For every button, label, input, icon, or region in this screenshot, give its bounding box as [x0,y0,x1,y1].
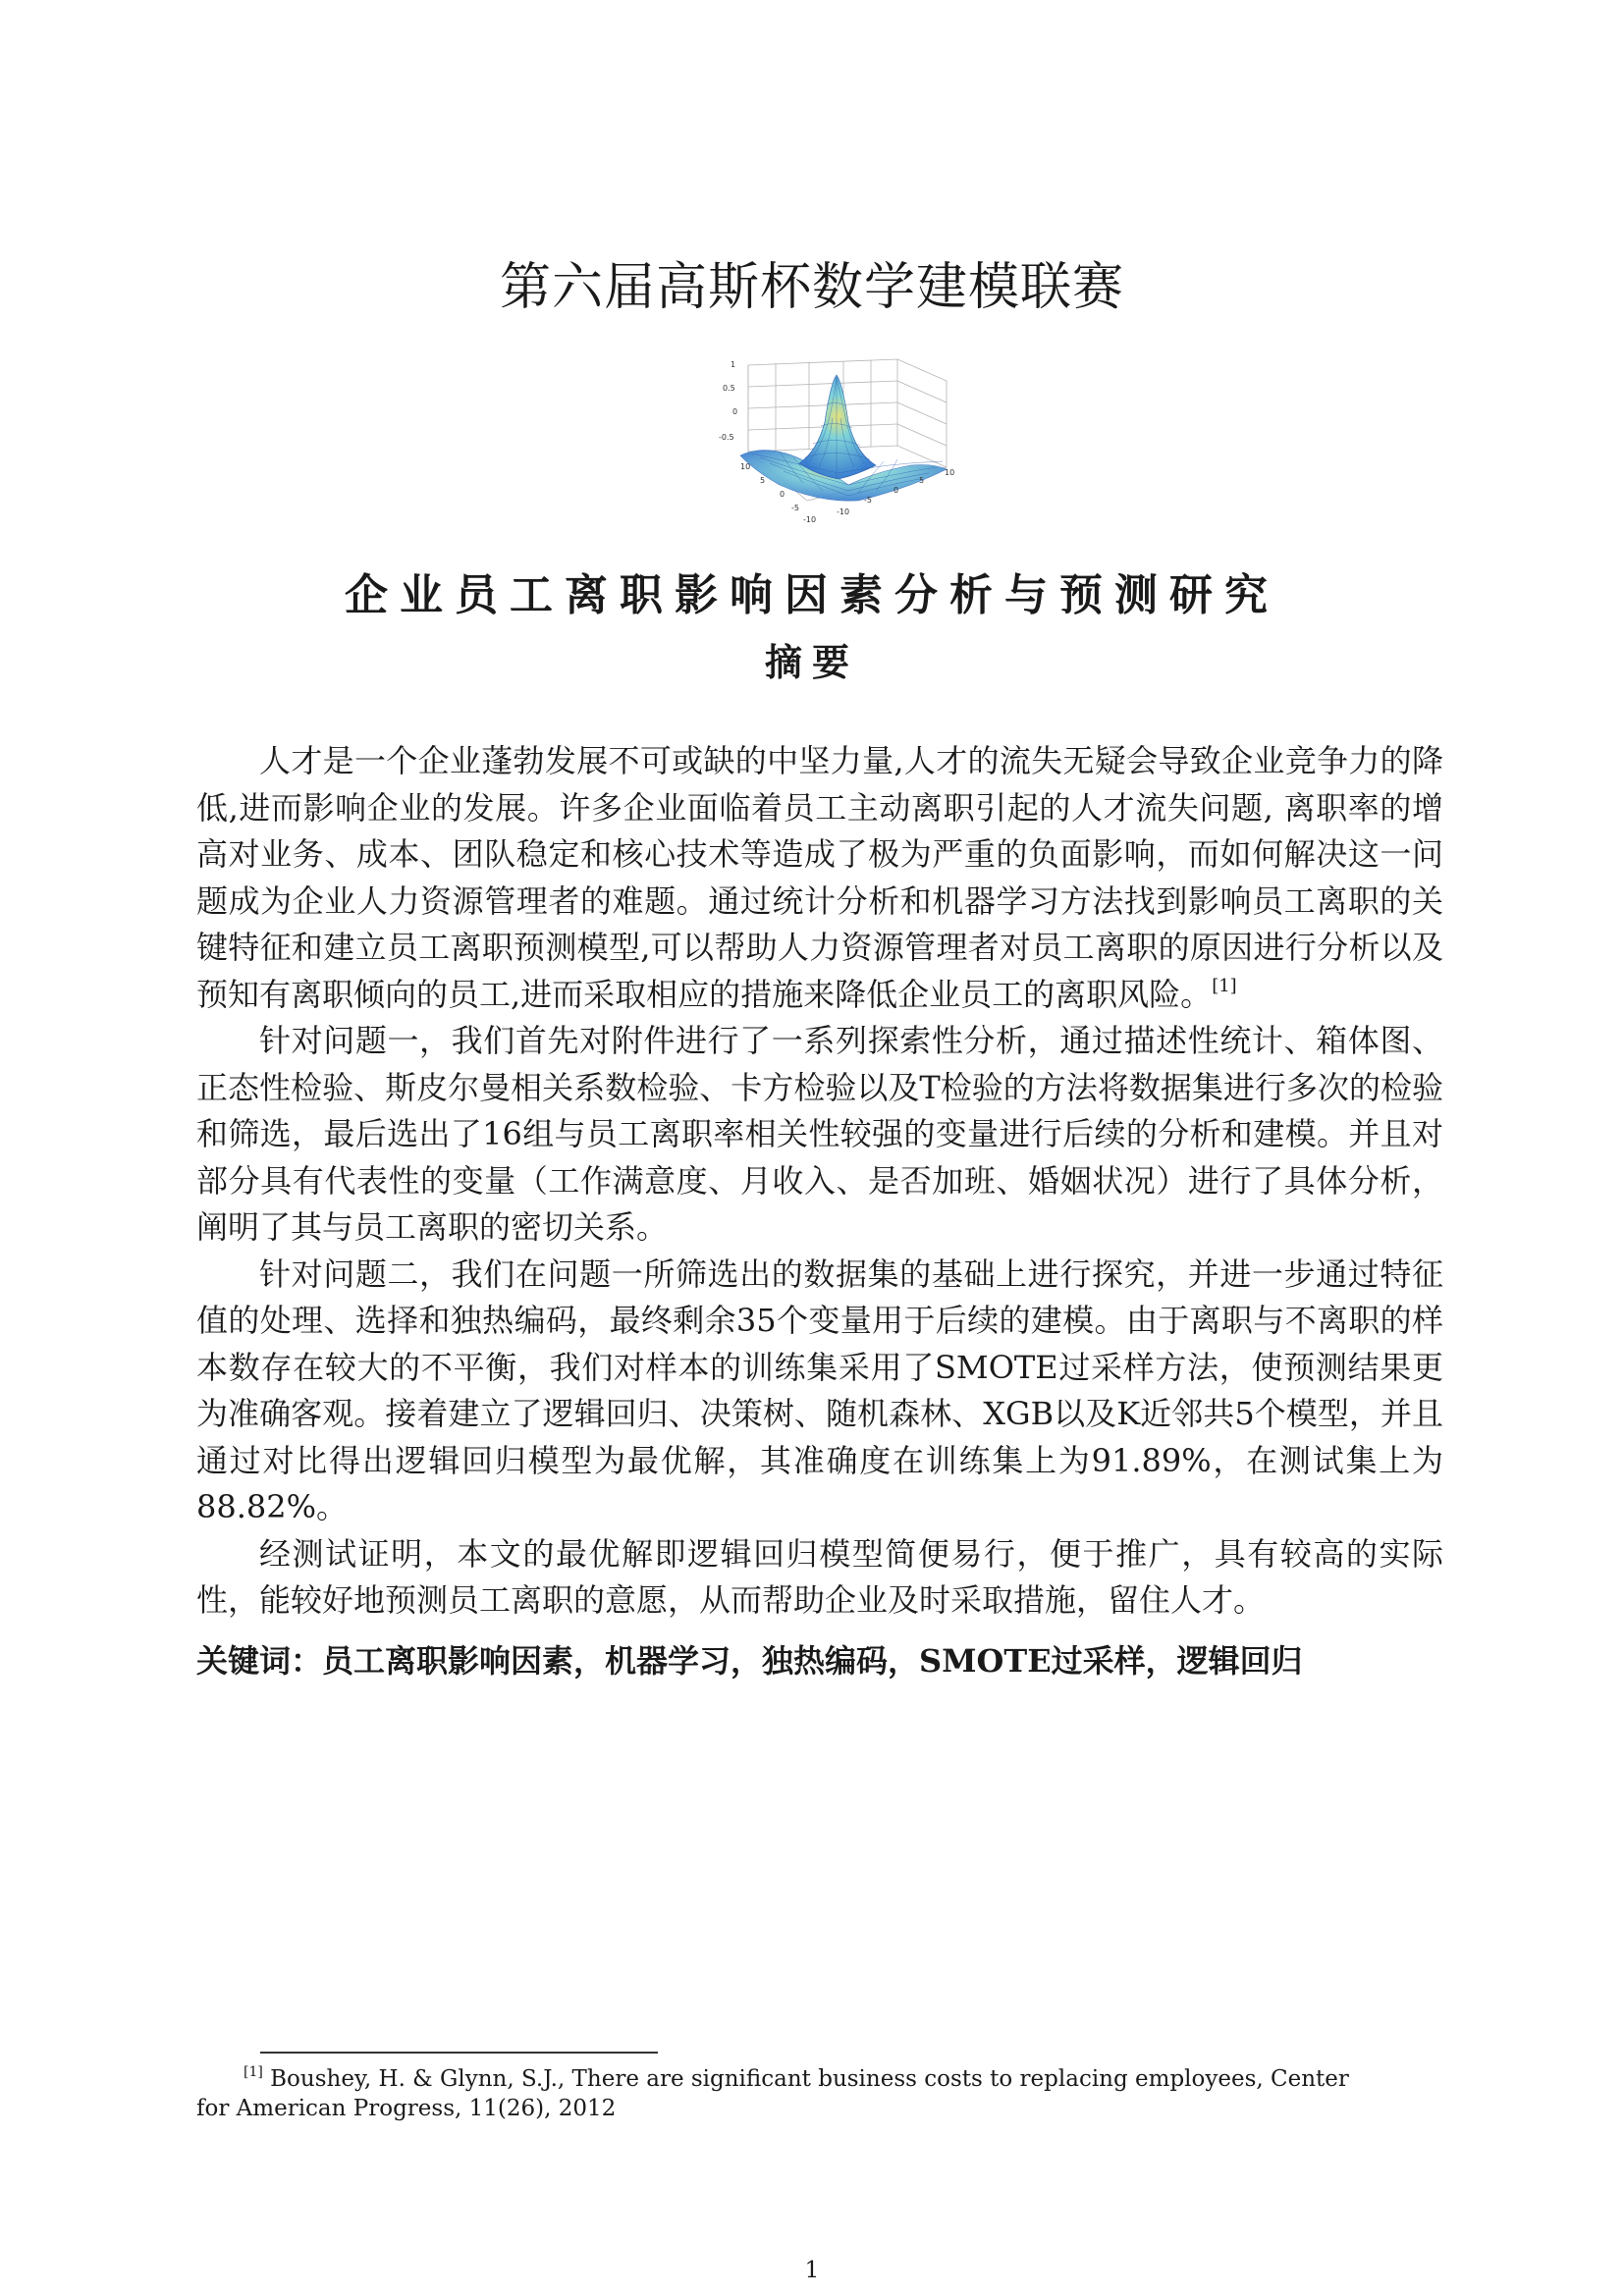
z-tick-label: 1 [731,360,736,369]
footnote-marker: [1] [244,2064,263,2080]
x-tick-label: -5 [791,504,799,512]
footnote [196,2064,1365,2123]
abstract-paragraph: 经测试证明，本文的最优解即逻辑回归模型简便易行，便于推广，具有较高的实际性，能较好地预测员工离职的意愿，从而帮助企业及时采取措施，留住人才。 [196,1534,1443,1619]
x-tick-label: 5 [760,476,766,485]
x-tick-label: 0 [780,490,785,499]
z-tick-label: 0.5 [723,384,735,393]
y-tick-label: -10 [837,507,850,516]
contest-title: 第六届高斯杯数学建模联赛 [499,258,1124,317]
abstract-heading: 摘要 [764,641,859,684]
abstract-paragraph [196,738,1443,1018]
footnote-text: Boushey, H. & Glynn, S.J., There are significant business costs to replacing employees, Center for American Progress, 11(26), 2012 [196,2066,1349,2121]
z-tick-label: 0 [732,407,738,416]
footnote-ref[interactable]: [1] [1212,975,1237,996]
y-tick-label: 0 [893,486,899,495]
paper-title: 企业员工离职影响因素分析与预测研究 [345,570,1279,620]
sombrero-mesh-plot-icon [701,353,968,550]
abstract-paragraph: 针对问题一，我们首先对附件进行了一系列探索性分析，通过描述性统计、箱体图、正态性检验、斯皮尔曼相关系数检验、卡方检验以及T检验的方法将数据集进行多次的检验和筛选，最后选出了16组与员工离职率相关性较强的变量进行后续的分析和建模。并且对部分具有代表性的变量（工作满意度、月收入、是否加班、婚姻状况）进行了具体分析，阐明了其与员工离职的密切关系。 [196,1022,1443,1246]
abstract-body [196,738,1443,1625]
z-tick-label: -0.5 [719,433,734,442]
abstract-paragraph: 针对问题二，我们在问题一所筛选出的数据集的基础上进行探究，并进一步通过特征值的处理、选择和独热编码，最终剩余35个变量用于后续的建模。由于离职与不离职的样本数存在较大的不平衡，我们对样本的训练集采用了SMOTE过采样方法，使预测结果更为准确客观。接着建立了逻辑回归、决策树、随机森林、XGB以及K近邻共5个模型，并且通过对比得出逻辑回归模型为最优解，其准确度在训练集上为91.89%，在测试集上为88.82%。 [196,1255,1443,1525]
keywords: 关键词：员工离职影响因素，机器学习，独热编码，SMOTE过采样，逻辑回归 [196,1642,1303,1680]
y-tick-label: 5 [919,476,925,485]
x-tick-label: 10 [740,462,751,471]
y-tick-label: 10 [945,468,955,477]
y-tick-label: -5 [864,496,872,505]
abstract-paragraph-text: 人才是一个企业蓬勃发展不可或缺的中坚力量,人才的流失无疑会导致企业竞争力的降低,进而影响企业的发展。许多企业面临着员工主动离职引起的人才流失问题, 离职率的增高对业务、成本、团队稳定和核心技术等造成了极为严重的负面影响，而如何解决这一问题成为企业人力资源管理者的难题。通过统计分析和机器学习方法找到影响员工离职的关键特征和建立员工离职预测模型,可以帮助人力资源管理者对员工离职的原因进行分析以及预知有离职倾向的员工,进而采取相应的措施来降低企业员工的离职风险。 [196,742,1443,1013]
page-number: 1 [804,2258,820,2283]
footnote-divider [260,2052,658,2054]
x-tick-label: -10 [803,515,817,524]
